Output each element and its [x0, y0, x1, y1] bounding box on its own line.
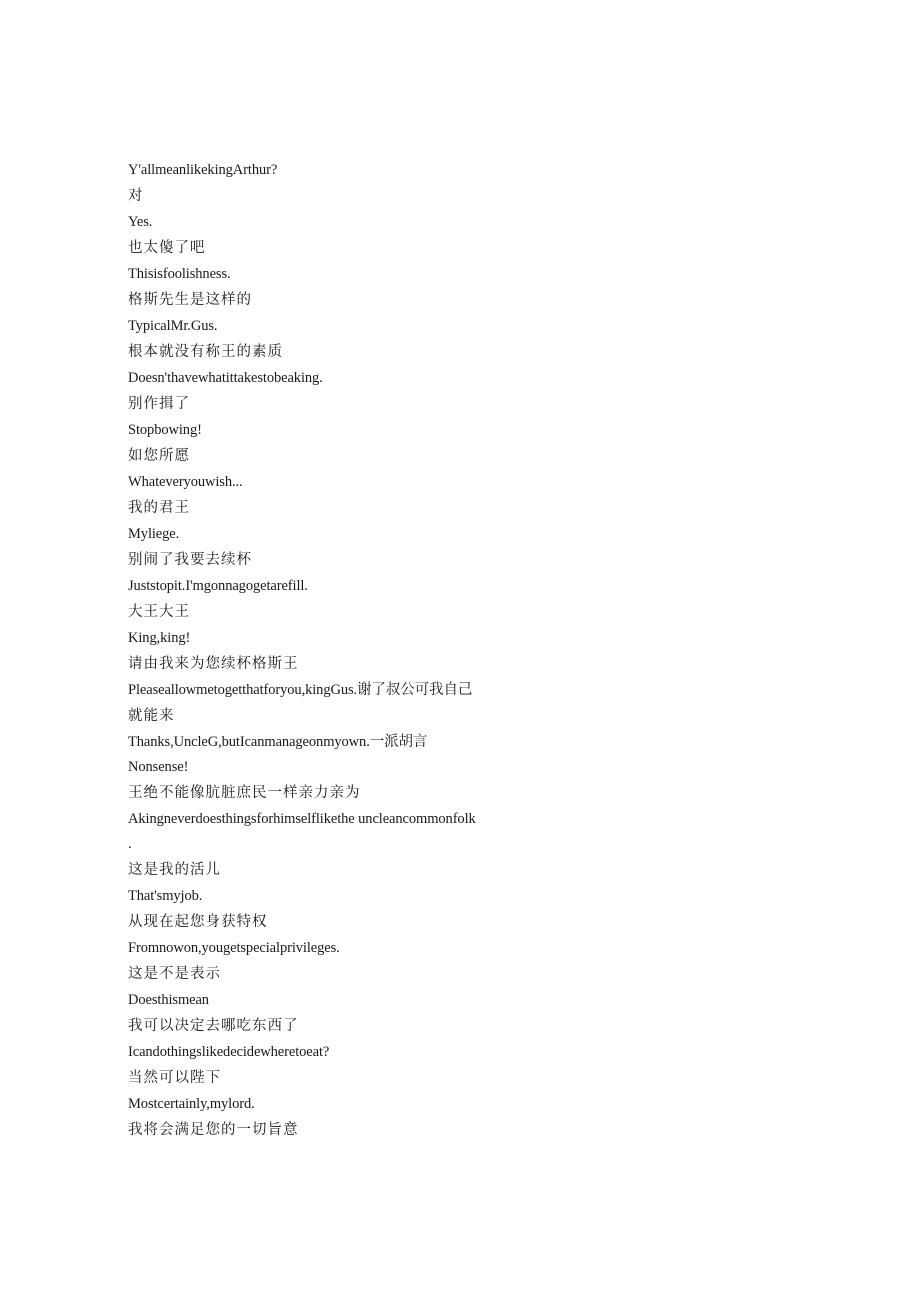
chinese-subtitle-line: 别作揖了 [128, 396, 190, 412]
chinese-subtitle-line: 别闹了我要去续杯 [128, 552, 252, 568]
english-subtitle-line: Mostcertainly,mylord. [128, 1096, 255, 1112]
english-subtitle-line: Akingneverdoesthingsforhimselflikethe uncleancommonfolk [128, 811, 476, 827]
english-subtitle-line: Doesn'thavewhatittakestobeaking. [128, 370, 323, 386]
english-subtitle-line: Stopbowing! [128, 422, 202, 438]
english-subtitle-line: Fromnowon,yougetspecialprivileges. [128, 940, 340, 956]
english-subtitle-line: Whateveryouwish... [128, 474, 243, 490]
chinese-subtitle-line: 我将会满足您的一切旨意 [128, 1122, 299, 1138]
english-subtitle-line: TypicalMr.Gus. [128, 318, 218, 334]
chinese-subtitle-line: 格斯先生是这样的 [128, 292, 252, 308]
chinese-subtitle-line: 大王大王 [128, 604, 190, 620]
chinese-subtitle-line: 从现在起您身获特权 [128, 914, 268, 930]
english-subtitle-line: Yes. [128, 214, 153, 230]
english-subtitle-line: Doesthismean [128, 992, 209, 1008]
english-subtitle-line: Thanks,UncleG,butIcanmanageonmyown.一派胡言 [128, 734, 428, 750]
english-subtitle-line: Pleaseallowmetogetthatforyou,kingGus.谢了叔公可我自己 [128, 682, 473, 698]
english-subtitle-line: That'smyjob. [128, 888, 203, 904]
chinese-subtitle-line: 对 [128, 188, 144, 204]
chinese-subtitle-line: 我的君王 [128, 500, 190, 516]
chinese-subtitle-line: 王绝不能像肮脏庶民一样亲力亲为 [128, 785, 361, 801]
chinese-subtitle-line: 这是我的活儿 [128, 862, 221, 878]
english-subtitle-line: Y'allmeanlikekingArthur? [128, 162, 278, 178]
english-subtitle-line: King,king! [128, 630, 191, 646]
english-subtitle-line: Thisisfoolishness. [128, 266, 231, 282]
chinese-subtitle-line: 也太傻了吧 [128, 240, 206, 256]
english-subtitle-line: Icandothingslikedecidewheretoeat? [128, 1044, 330, 1060]
subtitle-transcript [128, 158, 548, 1144]
english-subtitle-line: Nonsense! [128, 759, 189, 775]
english-subtitle-line: Juststopit.I'mgonnagogetarefill. [128, 578, 308, 594]
chinese-subtitle-line: 请由我来为您续杯格斯王 [128, 656, 299, 672]
chinese-subtitle-line: 这是不是表示 [128, 966, 221, 982]
chinese-subtitle-line: 就能来 [128, 708, 175, 724]
chinese-subtitle-line: 我可以决定去哪吃东西了 [128, 1018, 299, 1034]
chinese-subtitle-line: 如您所愿 [128, 448, 190, 464]
chinese-subtitle-line: 根本就没有称王的素质 [128, 344, 283, 360]
english-subtitle-line: Myliege. [128, 526, 180, 542]
chinese-subtitle-line: 当然可以陛下 [128, 1070, 221, 1086]
english-subtitle-line: . [128, 836, 132, 852]
